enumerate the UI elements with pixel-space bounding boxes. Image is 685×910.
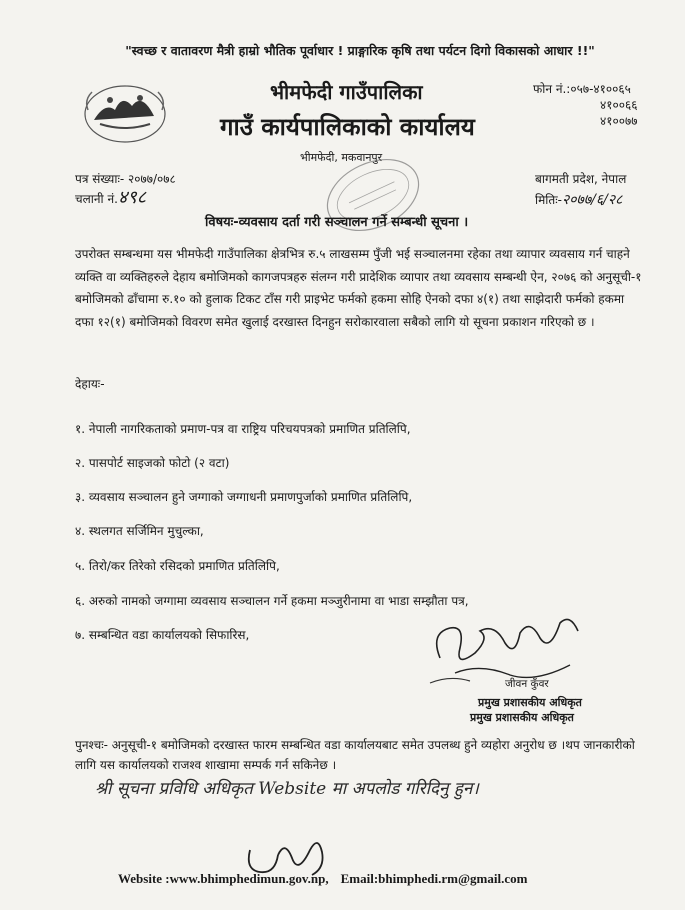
nepal-emblem-logo (80, 80, 170, 144)
province: बागमती प्रदेश, नेपाल (535, 172, 627, 186)
office-title: गाउँ कार्यपालिकाको कार्यालय (220, 113, 475, 141)
phone-number: ४१००६६ (600, 98, 638, 112)
list-item: ७. सम्बन्धित वडा कार्यालयको सिफारिस, (75, 628, 250, 642)
list-item: २. पासपोर्ट साइजको फोटो (२ वटा) (75, 456, 230, 470)
patra-sankhya: पत्र संख्याः- २०७७/०७८ (75, 172, 176, 186)
dehaya-label: देहायः- (75, 377, 105, 391)
office-name: भीमफेदी गाउँपालिका (270, 80, 423, 104)
signatory-title: प्रमुख प्रशासकीय अधिकृत (478, 696, 582, 709)
date-value: २०७७/६/२८ (562, 192, 623, 208)
handwritten-note: श्री सूचना प्रविधि अधिकृत Website मा अपलोड गरिदिनु हुन। (95, 779, 479, 799)
office-address: भीमफेदी, मकवानपुर (300, 151, 383, 164)
chalani-number: ४९८ (118, 187, 147, 208)
date (535, 190, 622, 209)
footer-contact (118, 871, 527, 887)
phone-number: फोन नं.:०५७-४१००६५ (533, 82, 631, 96)
postscript: पुनश्चः- अनुसूची-१ बमोजिमको दरखास्त फारम सम्बन्धित वडा कार्यालयबाट समेत उपलब्ध हुने व्यहोरा अनुरोध छ ।थप जानकारीको लागि यस कार्यालयको राजश्व शाखामा सम्पर्क गर्न सकिनेछ । (75, 738, 635, 772)
signatory-name: जीवन कुँवर (505, 678, 549, 690)
list-item: ६. अरुको नामको जग्गामा व्यवसाय सञ्चालन गर्ने हकमा मञ्जुरीनामा वा भाडा सम्झौता पत्र, (75, 594, 469, 608)
list-item: १. नेपाली नागरिकताको प्रमाण-पत्र वा राष्ट्रिय परिचयपत्रको प्रमाणित प्रतिलिपि, (75, 422, 411, 436)
subject-line: विषयः-व्यवसाय दर्ता गरी सञ्चालन गर्ने सम्बन्धी सूचना । (205, 215, 469, 230)
list-item: ५. तिरो/कर तिरेको रसिदको प्रमाणित प्रतिलिपि, (75, 559, 280, 573)
footer-email: Email:bhimphedi.rm@gmail.com (340, 871, 528, 886)
footer-website: Website :www.bhimphedimun.gov.np, (118, 871, 329, 886)
handwritten-signature (420, 603, 590, 688)
signatory-title: प्रमुख प्रशासकीय अधिकृत (470, 711, 574, 724)
phone-number: ४१००७७ (600, 114, 638, 128)
list-item: ४. स्थलगत सर्जिमिन मुचुल्का, (75, 524, 204, 538)
body-paragraph: उपरोक्त सम्बन्धमा यस भीमफेदी गाउँपालिका क्षेत्रभित्र रु.५ लाखसम्म पुँजी भई सञ्चालनमा रहेका तथा व्यापार व्यवसाय गर्न चाहने व्यक्ति वा व्यक्तिहरुले देहाय बमोजिमको कागजपत्रहरु संलग्न गरी प्रादेशिक व्यापार तथा व्यवसाय सम्बन्धी ऐन, २०७६ को अनुसूची-१ बमोजिमको ढाँचामा रु.१० को हुलाक टिकट टाँस गरी प्राइभेट फर्मको हकमा सोहि ऐनको दफा ४(१) तथा साझेदारी फर्मको हकमा दफा १२(१) बमोजिमको विवरण समेत खुलाई दरखास्त दिनहुन सरोकारवाला सबैको लागि यो सूचना प्रकाशन गरिएको छ । (75, 247, 642, 329)
chalani-label: चलानी नं. (75, 192, 118, 206)
date-label: मितिः- (535, 193, 562, 207)
list-item: ३. व्यवसाय सञ्चालन हुने जग्गाको जग्गाधनी प्रमाणपुर्जाको प्रमाणित प्रतिलिपि, (75, 490, 413, 504)
slogan: "स्वच्छ र वातावरण मैत्री हाम्रो भौतिक पूर्वाधार ! प्राङ्गारिक कृषि तथा पर्यटन दिगो विकासको आधार !!" (125, 43, 595, 58)
